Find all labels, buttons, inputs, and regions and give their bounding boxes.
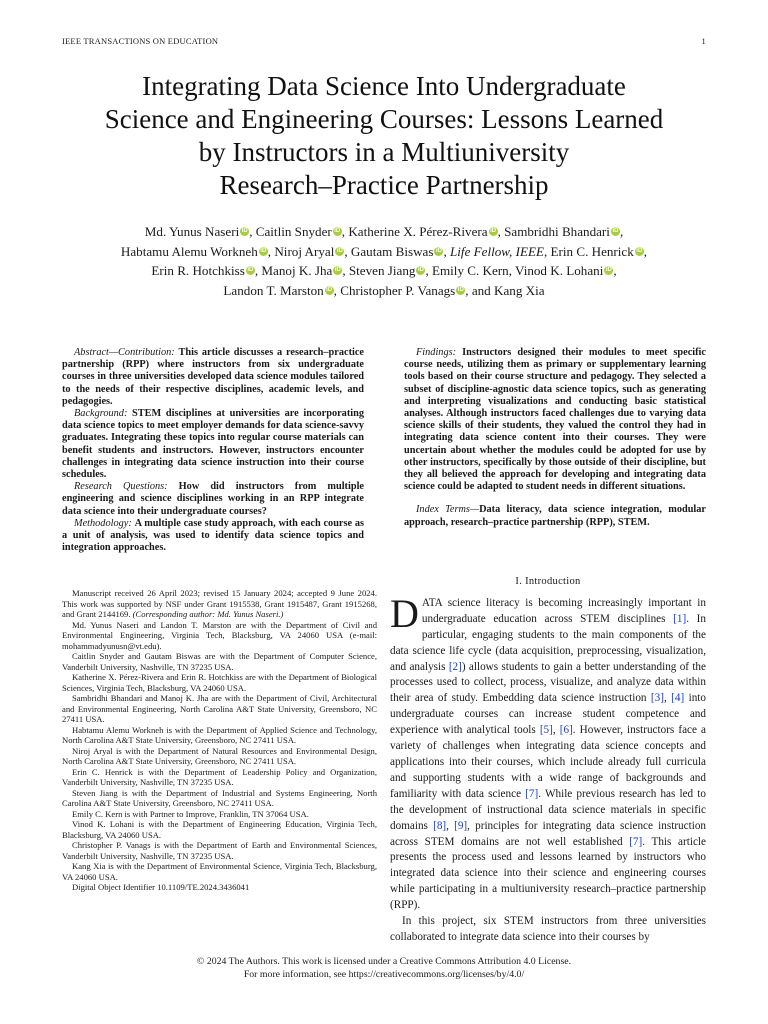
section-heading: I. Introduction bbox=[515, 576, 581, 587]
orcid-icon[interactable]: iD bbox=[612, 228, 619, 234]
author-name: Vinod K. Lohani iD bbox=[515, 263, 612, 278]
running-header bbox=[62, 36, 706, 50]
abstract-background: Background: STEM disciplines at universities are incorporating data science topics to meet employer demands for data science-savvy graduates. Integrating these topics into regular course materials can benefit students and instructors. However, instructors encounter challenges in integrating data science instruction into their course schedules. bbox=[62, 408, 364, 481]
abstract-findings: Findings: Instructors designed their modules to meet specific course needs, utilizing them as primary or supplementary learning tools based on their course structure and pedagogy. They selected a subset of discipline-agnostic data science topics, such as generating and interpreting visualizations and conducting basic statistical analyses. Although instructors faced challenges due to varying data science skills of their students, they valued the control they had in integrating data science content into their courses. They were uncertain about whether the modules could be adopted for use by other instructors, specifically by those outside of their discipline, but they all believed the approach for developing and integrating data science could be adapted to student needs in different situations. bbox=[404, 347, 706, 493]
orcid-icon[interactable]: iD bbox=[260, 247, 267, 254]
author-name: Landon T. Marston iD bbox=[223, 282, 333, 298]
abstract-research-questions: Research Questions: How did instructors from multiple engineering and science disciplines working in an RPP integrate data science into their undergraduate courses? bbox=[62, 481, 365, 517]
author-name: Niroj Aryal iD bbox=[274, 243, 343, 259]
orcid-icon[interactable]: iD bbox=[334, 267, 341, 273]
author-name: Caitlin Snyder iD bbox=[255, 224, 341, 239]
author-list: Md. Yunus Naseri iD , Caitlin Snyder iD , Katherine X. Pérez-Rivera iD , Sambridhi Bhandari iD , Habtamu Alemu Workneh iD , Niroj Aryal iD , Gautam Biswas iD , Life Fellow, IEEE, Erin C. Henrick iD , Erin R. Hotchkiss iD , Manoj K. Jha iD , Steven Jiang iD , Emily C. Kern, Vinod K. Lohani iD , Landon T. Marston iD , Christopher P. Vanags iD , and Kang Xia bbox=[120, 224, 648, 298]
footnote-received: Manuscript received 26 April 2023; revised 15 January 2024; accepted 9 June 2024. This work was supported by NSF under Grant 1915538, Grant 1915487, Grant 1915268, and Grant 2144169. (Corresponding author: Md. Yunus Naseri.) bbox=[62, 588, 377, 619]
citation-link[interactable]: [5] bbox=[539, 724, 553, 737]
orcid-icon[interactable]: iD bbox=[326, 286, 333, 293]
author-name: Erin C. Henrick iD bbox=[550, 243, 643, 259]
citation-link[interactable]: [2] bbox=[448, 660, 462, 673]
footnote-doi: Digital Object Identifier 10.1109/TE.2024.3436041 bbox=[72, 882, 250, 892]
license-notice bbox=[0, 955, 768, 981]
introduction-section bbox=[390, 574, 706, 946]
orcid-icon[interactable]: iD bbox=[457, 286, 464, 293]
journal-name: IEEE TRANSACTIONS ON EDUCATION bbox=[62, 36, 219, 46]
footnote-affiliation: Caitlin Snyder and Gautam Biswas are with the Department of Computer Science, Vanderbilt University, Nashville, TN 37235 USA. bbox=[62, 651, 377, 672]
orcid-icon[interactable]: iD bbox=[605, 267, 612, 273]
citation-link[interactable]: [7] bbox=[525, 787, 539, 800]
title-line: Research–Practice Partnership bbox=[219, 170, 549, 200]
orcid-icon[interactable]: iD bbox=[247, 267, 254, 273]
orcid-icon[interactable]: iD bbox=[417, 267, 424, 273]
orcid-icon[interactable]: iD bbox=[490, 228, 497, 234]
author-name: Erin R. Hotchkiss iD bbox=[151, 263, 254, 278]
citation-link[interactable]: [8] bbox=[433, 819, 447, 832]
orcid-icon[interactable]: iD bbox=[435, 247, 442, 254]
abstract-methodology: Methodology: A multiple case study approach, with each course as a unit of analysis, was used to identify data science topics and integration approaches. bbox=[62, 517, 365, 554]
citation-link[interactable]: [4] bbox=[671, 692, 685, 705]
footnote-affiliation: Katherine X. Pérez-Rivera and Erin R. Hotchkiss are with the Department of Biological Sciences, Virginia Tech, Blacksburg, VA 24060 USA. bbox=[62, 672, 377, 693]
license-link[interactable]: For more information, see https://creativecommons.org/licenses/by/4.0/ bbox=[243, 969, 525, 980]
footnotes bbox=[62, 588, 377, 893]
citation-link[interactable]: [9] bbox=[454, 819, 468, 832]
author-name: Steven Jiang iD bbox=[348, 263, 424, 278]
author-name: Habtamu Alemu Workneh iD bbox=[120, 243, 267, 259]
author-name: Sambridhi Bhandari iD bbox=[504, 224, 619, 239]
footnote-affiliation: Vinod K. Lohani is with the Department of Engineering Education, Virginia Tech, Blacksburg, VA 24060 USA. bbox=[62, 819, 377, 840]
author-name: Manoj K. Jha iD bbox=[261, 263, 341, 278]
index-terms: Index Terms—Data literacy, data science integration, modular approach, research–practice partnership (RPP), STEM. bbox=[404, 504, 706, 528]
footnote-affiliation: Niroj Aryal is with the Department of Natural Resources and Environmental Design, North Carolina A&T State University, Greensboro, NC 27411 USA. bbox=[62, 745, 377, 766]
title-line: Integrating Data Science Into Undergraduate bbox=[142, 71, 626, 101]
intro-paragraph: In this project, six STEM instructors from three universities collaborated to integrate data science into their courses by bbox=[390, 915, 706, 943]
orcid-icon[interactable]: iD bbox=[241, 228, 248, 234]
author-fellow-note: Life Fellow, IEEE bbox=[450, 243, 544, 259]
author-name: Katherine X. Pérez-Rivera iD bbox=[348, 224, 497, 239]
author-name: Md. Yunus Naseri iD bbox=[144, 224, 248, 239]
footnote-affiliation: Kang Xia is with the Department of Environmental Science, Virginia Tech, Blacksburg, VA 24060 USA. bbox=[62, 861, 377, 882]
license-line: © 2024 The Authors. This work is licensed under a Creative Commons Attribution 4.0 License. bbox=[196, 956, 572, 967]
abstract-contribution: Abstract—Contribution: This article discusses a research–practice partnership (RPP) where instructors from six undergraduate courses in three universities developed data science modules tailored to the needs of their respective disciplines, academic levels, and pedagogies. bbox=[62, 347, 365, 407]
intro-paragraph: DATA science literacy is becoming increasingly important in undergraduate education across STEM disciplines [1]. In particular, engaging students to the main components of the data science life cycle (data acquisition, preprocessing, visualization, and analysis [2]) allows students to gain a better understanding of the processes used to collect, process, visualize, and analyze data within their area of study. Embedding data science instruction [3], [4] into undergraduate courses can increase student competence and experience with analytical tools [5], [6]. However, instructors face a variety of challenges when integrating data science concepts and applications into their courses, which include already full curricula and supporting students with a wide range of backgrounds and familiarity with data science [7]. While previous research has led to the development of instructional data science materials in specific domains [8], [9], principles for integrating data science instruction across STEM domains are not well established [7]. This article presents the process used and lessons learned by instructors who integrated data science into their science and engineering courses while participating in a multiuniversity research–practice partnership (RPP). bbox=[390, 590, 707, 912]
orcid-icon[interactable]: iD bbox=[334, 228, 341, 234]
citation-link[interactable]: [6] bbox=[559, 724, 573, 737]
footnote-affiliation: Md. Yunus Naseri and Landon T. Marston are with the Department of Civil and Environmental Engineering, Virginia Tech, Blacksburg, VA 24060 USA (e-mail: mohammadyunusn@vt.edu). bbox=[62, 619, 377, 651]
footnote-affiliation: Habtamu Alemu Workneh is with the Department of Applied Science and Technology, North Carolina A&T State University, Greensboro, NC 27411 USA. bbox=[62, 724, 377, 745]
citation-link[interactable]: [3] bbox=[650, 692, 664, 705]
page-number: 1 bbox=[701, 36, 706, 46]
footnote-affiliation: Erin C. Henrick is with the Department of Leadership Policy and Organization, Vanderbilt University, Nashville, TN 37235 USA. bbox=[62, 766, 377, 787]
author-name: Christopher P. Vanags iD bbox=[340, 282, 464, 298]
footnote-affiliation: Steven Jiang is with the Department of Industrial and Systems Engineering, North Carolina A&T State University, Greensboro, NC 27411 USA. bbox=[62, 787, 377, 808]
drop-cap: D bbox=[390, 590, 419, 636]
title-line: by Instructors in a Multiuniversity bbox=[198, 137, 570, 167]
footnote-affiliation: Sambridhi Bhandari and Manoj K. Jha are with the Department of Civil, Architectural and Environmental Engineering, North Carolina A&T State University, Greensboro, NC 27411 USA. bbox=[62, 693, 377, 724]
title-line: Science and Engineering Courses: Lessons Learned bbox=[104, 104, 664, 134]
abstract-left-column bbox=[62, 347, 364, 554]
footnote-affiliation: Christopher P. Vanags is with the Department of Earth and Environmental Sciences, Vanderbilt University, Nashville, TN 37235 USA. bbox=[62, 840, 377, 861]
abstract-right-column bbox=[404, 347, 706, 529]
citation-link[interactable]: [1] bbox=[673, 612, 687, 625]
author-name: and Kang Xia bbox=[471, 282, 545, 298]
orcid-icon[interactable]: iD bbox=[336, 247, 343, 254]
citation-link[interactable]: [7] bbox=[629, 835, 643, 848]
author-name: Gautam Biswas iD bbox=[350, 243, 442, 259]
footnote-affiliation: Emily C. Kern is with Partner to Improve, Franklin, TN 37064 USA. bbox=[72, 808, 309, 819]
paper-title bbox=[40, 70, 728, 202]
author-name: Emily C. Kern bbox=[431, 263, 509, 278]
orcid-icon[interactable]: iD bbox=[636, 247, 643, 254]
